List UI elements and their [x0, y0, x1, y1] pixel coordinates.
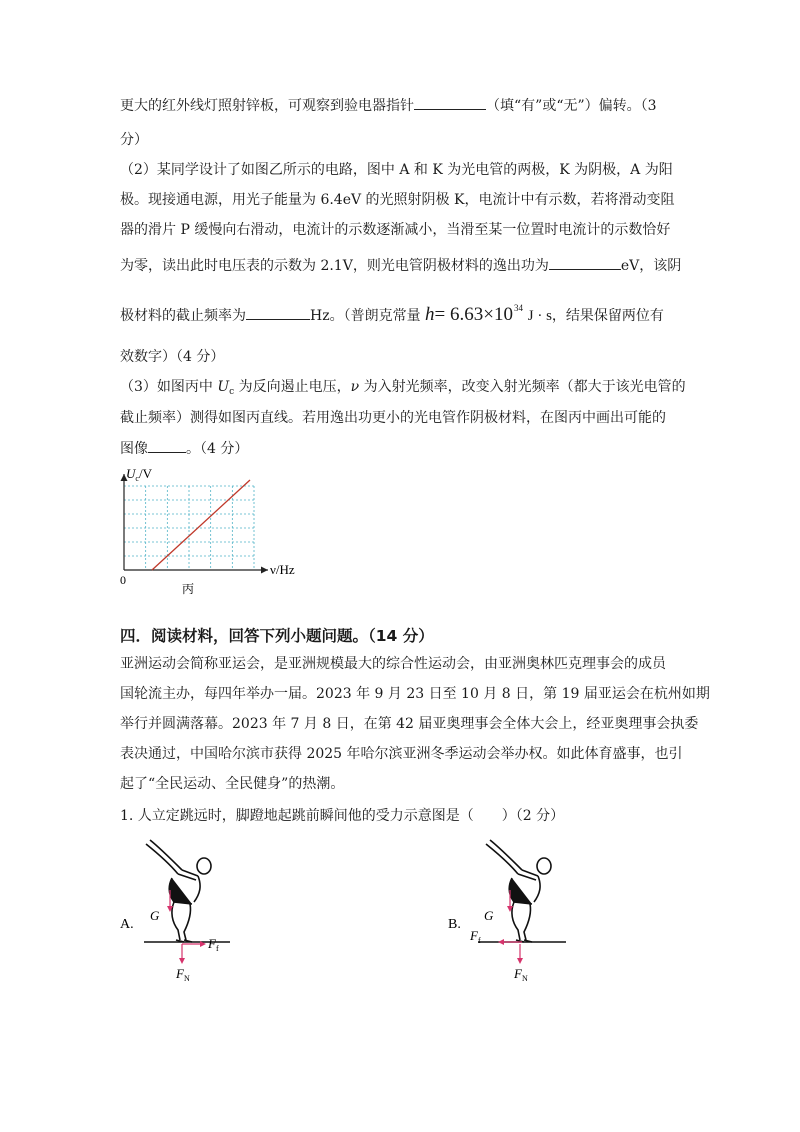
intro-line-1 [120, 95, 657, 116]
q3-symbol-nu: ν [350, 379, 360, 395]
passage-text: 表决通过，中国哈尔滨市获得 2025 年哈尔滨亚洲冬季运动会举办权。如此体育盛事，也引 [120, 746, 683, 762]
formula-h: h [425, 304, 435, 325]
answer-blank[interactable] [414, 95, 486, 110]
q2-line-4 [120, 255, 681, 276]
q3-text: （3）如图丙中 [120, 379, 218, 395]
gravity-label: G [484, 908, 494, 923]
option-a-label: A. [120, 917, 134, 932]
figure-option-b [442, 836, 582, 986]
normal-force-label: $F_N$ [176, 966, 190, 983]
formula-value: = 6.63×10 [434, 304, 513, 325]
jumper-figure [146, 840, 211, 942]
q2-text: （2）某同学设计了如图乙所示的电路，图中 A 和 K 为光电管的两极，K 为阴极，A 为阳 [120, 162, 673, 178]
passage-text: 亚洲运动会简称亚运会，是亚洲规模最大的综合性运动会，由亚洲奥林匹克理事会的成员 [120, 656, 666, 672]
intro-text-end: （填“有”或“无”）偏转。（3 [486, 98, 657, 114]
q2-text: 为零，读出此时电压表的示数为 2.1V，则光电管阴极材料的逸出功为 [120, 258, 549, 274]
x-axis-label: ν/Hz [270, 562, 295, 577]
intro-line-2 [120, 130, 148, 150]
q2-text: 效数字）（4 分） [120, 349, 225, 365]
q2-text: 极材料的截止频率为 [120, 308, 246, 324]
origin-label: 0 [120, 573, 126, 587]
q3-line-2 [120, 408, 666, 428]
formula-exponent: 34 [513, 303, 523, 313]
q3-symbol-sub: c [229, 387, 235, 397]
planck-constant-formula [425, 304, 552, 325]
q2-line-1 [120, 160, 673, 180]
q2-line-5 [120, 298, 664, 326]
q2-text: 极。现接通电源，用光子能量为 6.4eV 的光照射阴极 K，电流计中有示数，若将滑动变阻 [120, 192, 675, 208]
formula-unit: J · s [527, 308, 552, 324]
passage-line [120, 774, 344, 794]
q3-symbol-u: U [217, 379, 230, 395]
q3-line-1 [120, 377, 686, 402]
normal-force-arrow [517, 944, 523, 964]
q3-text: 为入射光频率，改变入射光频率（都大于该光电管的 [359, 379, 686, 395]
q3-text: 。（4 分） [186, 441, 249, 457]
q3-line-3 [120, 438, 248, 459]
q2-text: Hz。（普朗克常量 [310, 308, 421, 324]
intro-text: 更大的红外线灯照射锌板，可观察到验电器指针 [120, 98, 414, 114]
passage-line [120, 654, 666, 674]
normal-force-arrow [179, 944, 185, 964]
figure-option-a [112, 836, 252, 986]
intro-score: 分） [120, 132, 148, 148]
friction-label: $F_f$ [208, 936, 219, 953]
normal-force-label: $F_N$ [514, 966, 528, 983]
q2-text: ，结果保留两位有 [551, 308, 664, 324]
q2-line-6 [120, 347, 224, 367]
gravity-label: G [150, 908, 160, 923]
uc-line [152, 480, 250, 570]
passage-line [120, 684, 710, 704]
graph-uc-vs-frequency [110, 458, 310, 598]
option-b-label: B. [448, 917, 461, 932]
y-axis-label: $U_c/V$ [126, 466, 152, 483]
question-1-text: 1. 人立定跳远时，脚蹬地起跳前瞬间他的受力示意图是（ ）（2 分） [120, 808, 565, 824]
q3-text: 为反向遏止电压， [234, 379, 351, 395]
answer-blank-work-function[interactable] [549, 255, 621, 270]
passage-text: 举行并圆满落幕。2023 年 7 月 8 日，在第 42 届亚奥理事会全体大会上，经亚奥理事会执委 [120, 716, 699, 732]
section-heading: 四．阅读材料，回答下列小题问题。（14 分） [120, 627, 434, 645]
passage-line [120, 714, 698, 734]
friction-label: $F_f$ [470, 928, 481, 945]
q3-text: 截止频率）测得如图丙直线。若用逸出功更小的光电管作阴极材料，在图丙中画出可能的 [120, 410, 666, 426]
passage-line [120, 744, 683, 764]
graph-caption: 丙 [182, 582, 195, 596]
jumper-figure [486, 840, 551, 942]
q2-line-2 [120, 190, 674, 210]
passage-text: 国轮流主办，每四年举办一届。2023 年 9 月 23 日至 10 月 8 日，第 19 届亚运会在杭州如期 [120, 686, 710, 702]
q2-text: 器的滑片 P 缓慢向右滑动，电流计的示数逐渐减小，当滑至某一位置时电流计的示数恰好 [120, 222, 671, 238]
question-1 [120, 806, 564, 826]
graph-grid [124, 486, 254, 570]
q2-line-3 [120, 220, 670, 240]
answer-blank-cutoff-frequency[interactable] [246, 305, 310, 320]
passage-text: 起了“全民运动、全民健身”的热潮。 [120, 776, 345, 792]
q3-text: 图像 [120, 441, 148, 457]
q2-text: eV，该阴 [620, 258, 682, 274]
answer-blank-graph[interactable] [148, 438, 186, 453]
